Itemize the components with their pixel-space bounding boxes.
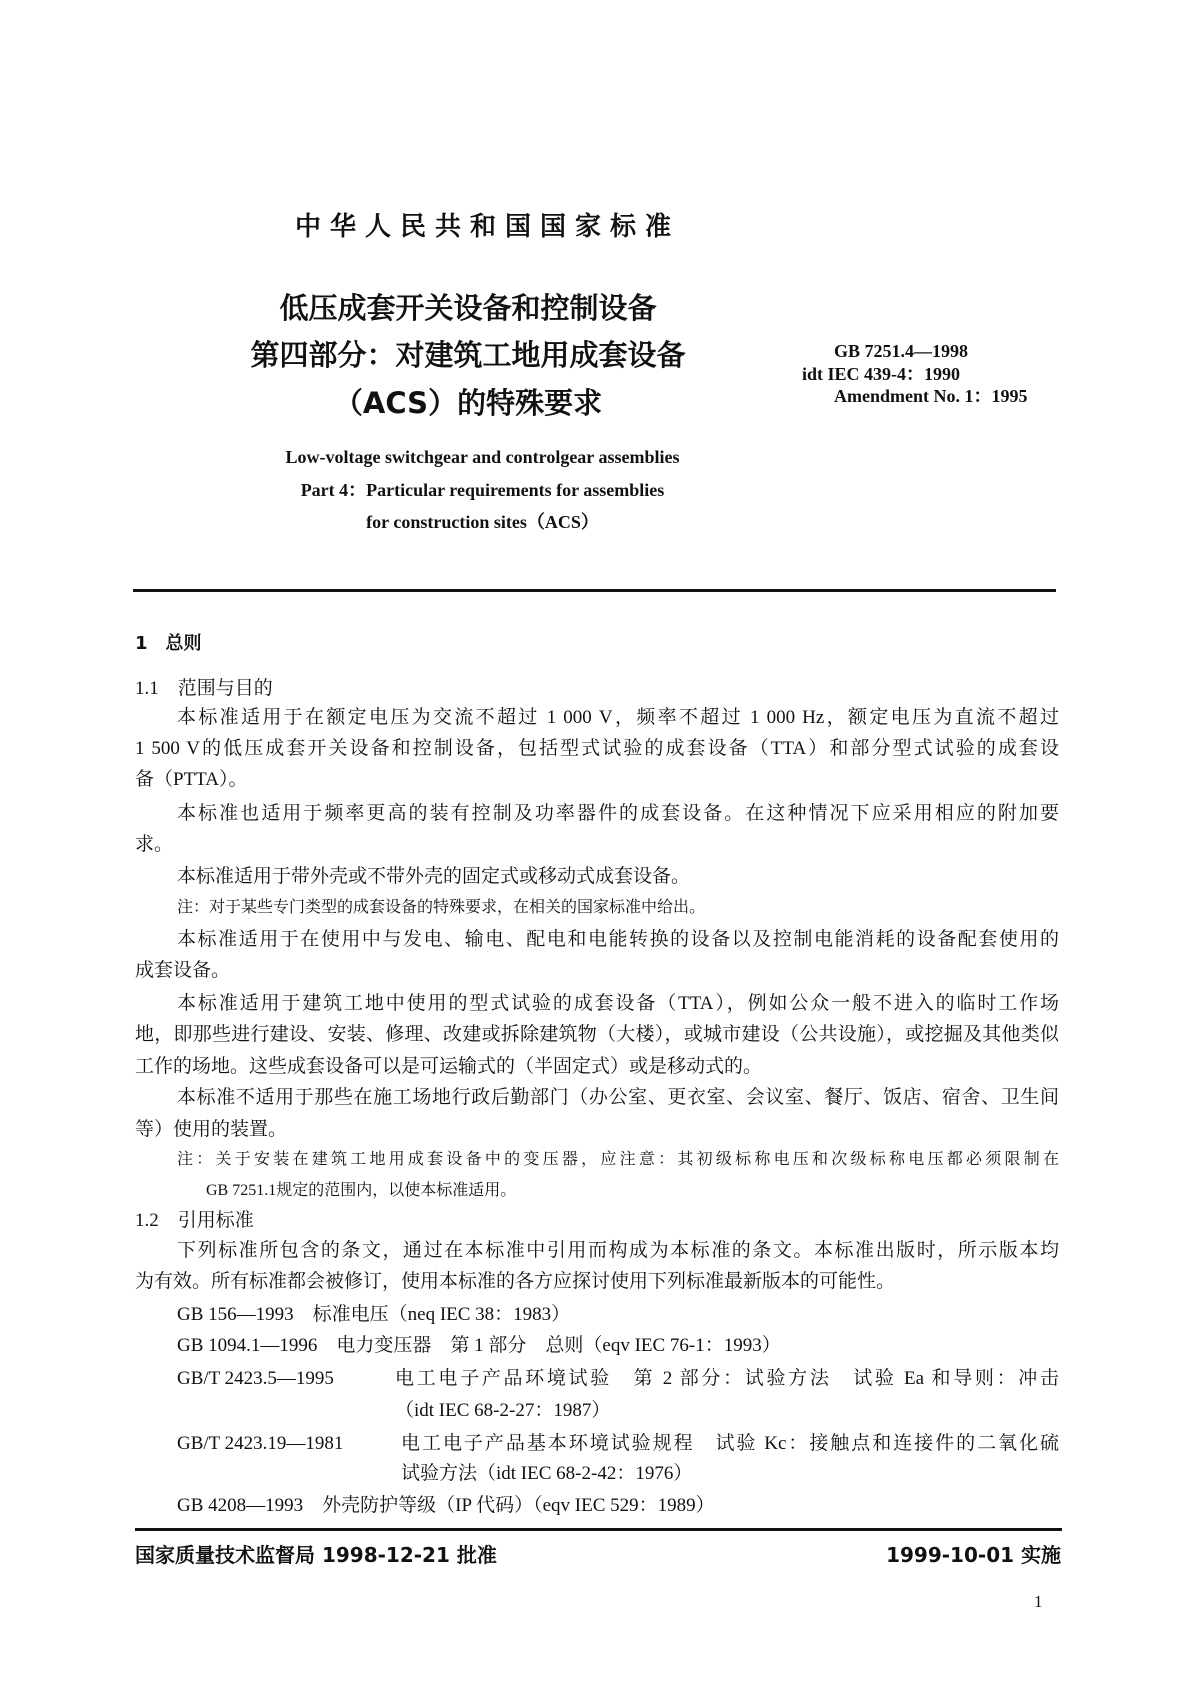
paragraph-line: 工作的场地。这些成套设备可以是可运输式的（半固定式）或是移动式的。: [135, 1056, 763, 1077]
paragraph-line: 成套设备。: [135, 960, 231, 981]
english-title-1: Low-voltage switchgear and controlgear assemblies: [285, 447, 680, 467]
note: 注：关于安装在建筑工地用成套设备中的变压器，应注意：其初级标称电压和次级标称电压都必须限制在: [177, 1151, 1059, 1168]
paragraph-line: 本标准也适用于频率更高的装有控制及功率器件的成套设备。在这种情况下应采用相应的附加要: [177, 803, 1059, 824]
paragraph-line: 本标准适用于在使用中与发电、输电、配电和电能转换的设备以及控制电能消耗的设备配套使用的: [177, 929, 1059, 950]
reference-item: GB 4208—1993 外壳防护等级（IP 代码）（eqv IEC 529：1989）: [177, 1495, 715, 1516]
standard-type: 中华人民共和国国家标准: [295, 212, 681, 242]
paragraph-line: 本标准不适用于那些在施工场地行政后勤部门（办公室、更衣室、会议室、餐厅、饭店、宿舍、卫生间: [177, 1087, 1059, 1108]
reference-continuation: （idt IEC 68-2-27：1987）: [395, 1400, 611, 1421]
title-line-3: （ACS）的特殊要求: [333, 386, 603, 420]
paragraph-line: 等）使用的装置。: [135, 1119, 288, 1140]
paragraph-line: 下列标准所包含的条文，通过在本标准中引用而构成为本标准的条文。本标准出版时，所示版本均: [177, 1240, 1059, 1261]
paragraph-line: 本标准适用于建筑工地中使用的型式试验的成套设备（TTA），例如公众一般不进入的临时工作场: [177, 993, 1059, 1014]
section-heading: 1 总则: [135, 633, 202, 654]
reference-title: 电工电子产品基本环境试验规程 试验 Kc：接触点和连接件的二氧化硫: [401, 1433, 1059, 1454]
footer-divider: [135, 1528, 1062, 1531]
paragraph-line: 备（PTTA）。: [135, 769, 248, 790]
reference-code: GB/T 2423.19—1981: [177, 1433, 344, 1454]
subsection-heading: 1.2 引用标准: [135, 1210, 254, 1231]
reference-continuation: 试验方法（idt IEC 68-2-42：1976）: [401, 1463, 693, 1484]
amendment-code: Amendment No. 1：1995: [834, 386, 1028, 406]
paragraph-line: 为有效。所有标准都会被修订，使用本标准的各方应探讨使用下列标准最新版本的可能性。: [135, 1271, 896, 1292]
english-title-2: Part 4：Particular requirements for assemblies: [300, 480, 665, 500]
reference-title: 电工电子产品环境试验 第 2 部分：试验方法 试验 Ea 和导则：冲击: [395, 1368, 1059, 1389]
header-divider: [133, 589, 1056, 592]
approval-statement: 国家质量技术监督局 1998-12-21 批准: [135, 1543, 497, 1567]
paragraph-line: 地，即那些进行建设、安装、修理、改建或拆除建筑物（大楼），或城市建设（公共设施），或挖掘及其他类似: [135, 1024, 1059, 1045]
reference-item: GB 1094.1—1996 电力变压器 第 1 部分 总则（eqv IEC 76-1：1993）: [177, 1335, 781, 1356]
idt-code: idt IEC 439-4：1990: [802, 364, 961, 384]
paragraph-line: 本标准适用于在额定电压为交流不超过 1 000 V，频率不超过 1 000 Hz，额定电压为直流不超过: [177, 707, 1059, 728]
standard-code: GB 7251.4—1998: [834, 341, 969, 361]
page-number: 1: [1034, 1592, 1043, 1611]
reference-item: GB 156—1993 标准电压（neq IEC 38：1983）: [177, 1304, 571, 1325]
subsection-heading: 1.1 范围与目的: [135, 678, 273, 699]
english-title-3: for construction sites（ACS）: [366, 512, 599, 532]
paragraph-line: 本标准适用于带外壳或不带外壳的固定式或移动式成套设备。: [177, 866, 691, 887]
note: 注：对于某些专门类型的成套设备的特殊要求，在相关的国家标准中给出。: [177, 899, 706, 916]
reference-code: GB/T 2423.5—1995: [177, 1368, 334, 1389]
paragraph-line: 求。: [135, 834, 174, 855]
paragraph-line: 1 500 V的低压成套开关设备和控制设备，包括型式试验的成套设备（TTA）和部分型式试验的成套设: [135, 738, 1059, 759]
title-line-2: 第四部分：对建筑工地用成套设备: [250, 338, 686, 372]
note-continuation: GB 7251.1规定的范围内，以使本标准适用。: [206, 1182, 517, 1199]
title-line-1: 低压成套开关设备和控制设备: [279, 291, 657, 325]
effective-date: 1999-10-01 实施: [886, 1543, 1061, 1567]
